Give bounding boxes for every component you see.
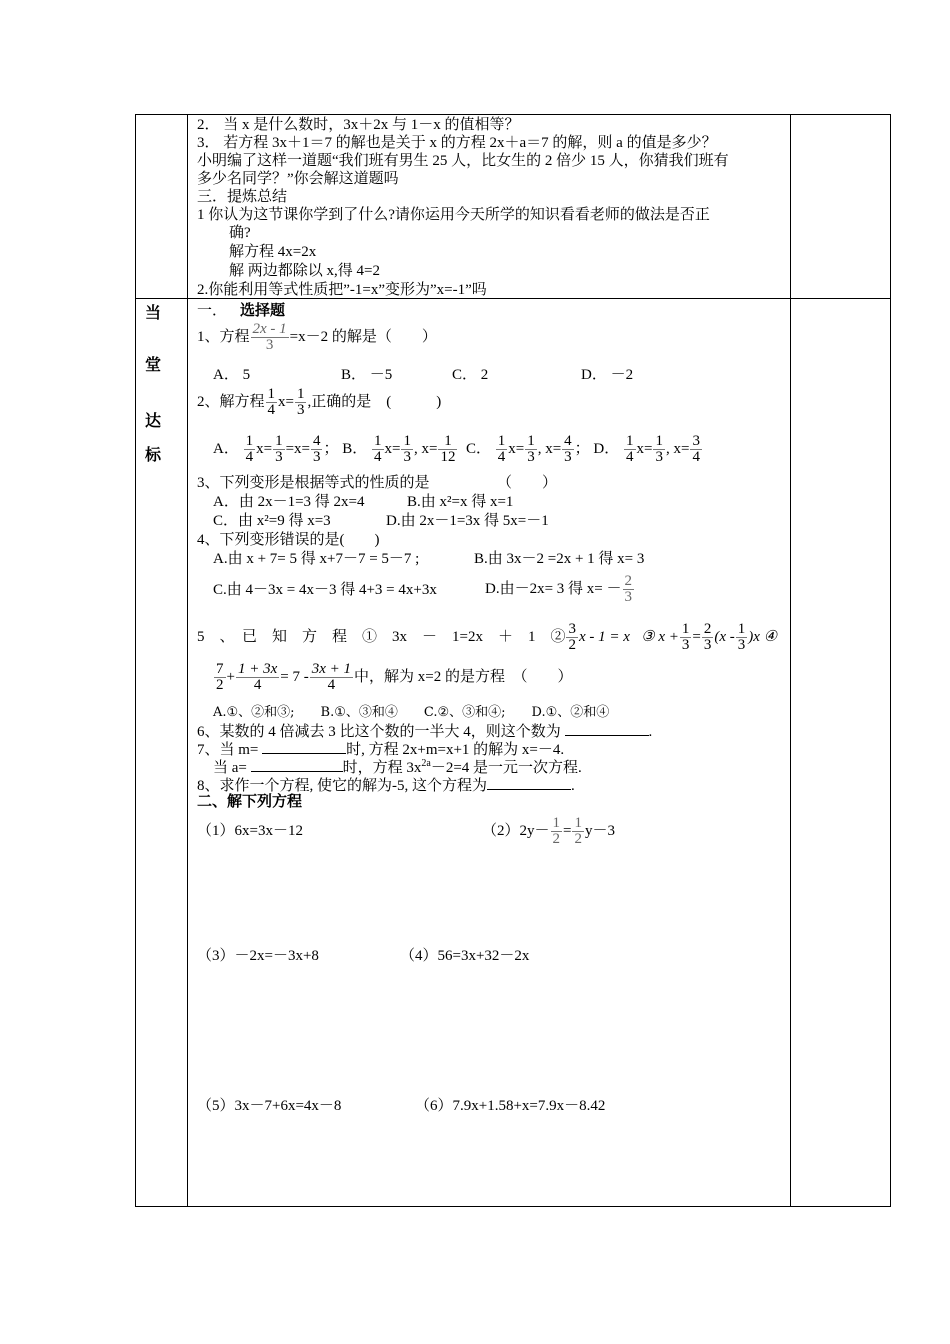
summary-1-line-a: 1 你认为这节课你学到了什么?请你运用今天所学的知识看看老师的做法是否正 bbox=[197, 207, 710, 223]
frac-den: 4 bbox=[327, 677, 336, 693]
frac-den: 4 bbox=[253, 677, 262, 693]
frac-num: 7 bbox=[216, 661, 224, 677]
q1-fraction-den: 3 bbox=[265, 337, 274, 353]
q5-part1: 5 、 已 知 方 程 ① 3x － 1=2x ＋ 1 ② bbox=[197, 628, 566, 645]
q7b-answer-blank[interactable] bbox=[251, 757, 343, 772]
equation-5: （5）3x－7+6x=4x－8 bbox=[197, 1098, 342, 1114]
q1-option-c: C． 2 bbox=[452, 367, 489, 383]
q2-opt-b-frac-2 bbox=[401, 434, 413, 465]
summary-2-text: 2.你能利用等式性质把”-1=x”变形为”x=-1”吗 bbox=[197, 282, 487, 298]
equation-2 bbox=[482, 816, 615, 847]
q3-option-c: C．由 x²=9 得 x=3 bbox=[213, 513, 331, 529]
q2-fraction-b bbox=[295, 387, 307, 418]
frac-den: 4 bbox=[692, 449, 700, 465]
q2-opt-c-end: ； bbox=[574, 440, 590, 457]
q6-text: 6、某数的 4 倍减去 3 比这个数的一半大 4，则这个数为 bbox=[197, 724, 561, 740]
e2-fraction-1 bbox=[551, 816, 563, 847]
q5-frac-6 bbox=[236, 662, 279, 693]
q2-opt-b-comma: , x= bbox=[413, 440, 438, 457]
frac-num: 2 bbox=[703, 621, 712, 637]
q2-option-b-label: B． bbox=[342, 440, 368, 457]
q7b-prefix: 当 a= bbox=[213, 760, 247, 776]
frac-den: 4 bbox=[626, 449, 634, 465]
frac-num: 1 bbox=[275, 433, 283, 449]
choice-question-4: 4、下列变形错误的是( ) bbox=[197, 532, 380, 548]
frac-num: 1 bbox=[245, 433, 254, 449]
frac-den: 3 bbox=[737, 637, 746, 653]
section-1-heading: 选择题 bbox=[240, 303, 286, 319]
q2-opt-a-eq: x= bbox=[256, 440, 273, 457]
q3-option-d: D.由 2x－1=3x 得 5x=－1 bbox=[386, 513, 549, 529]
q2-option-c-label: C． bbox=[465, 440, 491, 457]
q7a-prefix: 7、当 m= bbox=[197, 742, 259, 758]
q2-fraction-a-den: 4 bbox=[267, 402, 276, 418]
q2-opt-a-frac-2 bbox=[273, 434, 285, 465]
choice-question-5-line-1 bbox=[197, 622, 777, 653]
frac-den: 12 bbox=[440, 449, 456, 465]
q4-option-b: B.由 3x－2 =2x + 1 得 x= 3 bbox=[474, 551, 645, 567]
story-line-a: 小明编了这样一道题“我们班有男生 25 人，比女生的 2 倍少 15 人，你猜我们班有 bbox=[197, 153, 729, 169]
frac-den: 3 bbox=[403, 449, 411, 465]
frac-num: 1 bbox=[552, 815, 561, 831]
q5-part1b: x - 1 = x bbox=[578, 628, 630, 645]
section-2-heading: 二、解下列方程 bbox=[197, 794, 303, 810]
q5-part7: = 7 - bbox=[280, 668, 309, 685]
q5-part4: (x - bbox=[714, 628, 735, 645]
q1-suffix: =x－2 的解是（ ） bbox=[289, 328, 437, 345]
frac-den: 3 bbox=[564, 449, 572, 465]
frac-den: 3 bbox=[312, 449, 321, 465]
side-label-char-2: 堂 bbox=[144, 357, 161, 374]
q2-opt-c-comma: , x= bbox=[537, 440, 562, 457]
fill-question-6 bbox=[197, 721, 652, 741]
q4-option-c: C.由 4－3x = 4x－3 得 4+3 = 4x+3x bbox=[213, 582, 437, 598]
frac-den: 4 bbox=[497, 449, 506, 465]
q5-frac-3 bbox=[702, 622, 714, 653]
choice-question-2 bbox=[197, 387, 441, 418]
q2-opt-a-end: ； bbox=[323, 440, 339, 457]
q7b-exponent: 2a bbox=[421, 758, 431, 769]
frac-num: 1 bbox=[574, 815, 582, 831]
q5-frac-1 bbox=[566, 622, 578, 653]
q4-option-d bbox=[485, 574, 635, 605]
question-2-text: 2． 当 x 是什么数时，3x＋2x 与 1－x 的值相等？ bbox=[197, 117, 520, 133]
choice-question-5-line-2 bbox=[213, 662, 572, 693]
frac-den: 3 bbox=[527, 449, 535, 465]
q2-suffix: ,正确的是 ( ) bbox=[307, 393, 442, 410]
equation-6: （6）7.9x+1.58+x=7.9x－8.42 bbox=[415, 1098, 606, 1114]
q5-part5: )x ④ bbox=[748, 628, 778, 645]
q7a-suffix: 时, 方程 2x+m=x+1 的解为 x=－4. bbox=[346, 742, 565, 758]
q2-fraction-a-num: 1 bbox=[267, 386, 276, 402]
summary-heading: 三．提炼总结 bbox=[197, 189, 288, 205]
frac-num: 1 bbox=[527, 433, 535, 449]
frac-num: 3 bbox=[568, 621, 576, 637]
frac-den: 2 bbox=[216, 677, 224, 693]
e2-prefix: （2）2y－ bbox=[482, 822, 550, 839]
q2-option-d-label: D． bbox=[593, 440, 620, 457]
frac-num: 1 bbox=[497, 433, 506, 449]
frac-num: 1 bbox=[438, 434, 457, 450]
q2-opt-c-frac-2 bbox=[525, 434, 537, 465]
q4-option-a: A.由 x + 7= 5 得 x+7－7 = 5－7 ; bbox=[213, 551, 420, 567]
frac-num: 3 bbox=[692, 433, 700, 449]
q2-opt-c-frac-3 bbox=[562, 434, 574, 465]
table-col-divider-2 bbox=[790, 114, 791, 1207]
q5-part8: 中，解为 x=2 的是方程 （ ） bbox=[354, 668, 573, 685]
q2-opt-d-eq: x= bbox=[636, 440, 653, 457]
fill-question-8 bbox=[197, 775, 575, 795]
q8-text: 8、求作一个方程, 使它的解为-5, 这个方程为 bbox=[197, 778, 487, 794]
frac-den: 2 bbox=[574, 831, 582, 847]
q2-opt-d-frac-1 bbox=[624, 434, 636, 465]
q6-answer-blank[interactable] bbox=[565, 721, 649, 736]
q2-options bbox=[213, 434, 703, 465]
q1-option-b: B． －5 bbox=[341, 367, 393, 383]
section-1-number: 一． bbox=[197, 303, 228, 319]
q2-prefix: 2、解方程 bbox=[197, 393, 265, 410]
q3-option-b: B.由 x²=x 得 x=1 bbox=[407, 494, 514, 510]
q2-fraction-b-num: 1 bbox=[296, 386, 305, 402]
frac-num: 4 bbox=[312, 433, 321, 449]
frac-num: 1 bbox=[737, 621, 746, 637]
q2-fraction-a bbox=[266, 387, 278, 418]
q5-part2: ③ x + bbox=[641, 628, 679, 645]
story-line-b: 多少名同学？”你会解这道题吗 bbox=[197, 171, 399, 187]
frac-den: 3 bbox=[624, 589, 633, 605]
q7b-suffix-a: 时，方程 3x bbox=[342, 760, 422, 776]
choice-question-3: 3、下列变形是根据等式的性质的是 （ ） bbox=[197, 475, 558, 491]
frac-den: 2 bbox=[568, 637, 576, 653]
side-label-char-4: 标 bbox=[144, 447, 161, 464]
frac-den: 4 bbox=[374, 449, 382, 465]
side-label-char-3: 达 bbox=[144, 413, 161, 430]
question-3-text: 3． 若方程 3x＋1＝7 的解也是关于 x 的方程 2x＋a＝7 的解，则 a 的值是多少？ bbox=[197, 135, 717, 151]
q2-opt-d-frac-2 bbox=[653, 434, 665, 465]
q5-part6: + bbox=[226, 668, 235, 685]
frac-num: 2 bbox=[624, 573, 633, 589]
equation-3: （3）－2x=－3x+8 bbox=[197, 948, 319, 964]
e2-suffix: y－3 bbox=[584, 822, 615, 839]
q5-frac-5 bbox=[214, 662, 226, 693]
frac-den: 3 bbox=[681, 637, 690, 653]
q6-end: . bbox=[648, 724, 653, 740]
q2-opt-d-frac-3 bbox=[690, 434, 702, 465]
e2-fraction-2 bbox=[572, 816, 584, 847]
q5-part3: = bbox=[692, 628, 701, 645]
table-col-divider-1 bbox=[187, 114, 188, 1207]
q2-opt-a-frac-3 bbox=[311, 434, 323, 465]
frac-num: 4 bbox=[564, 433, 572, 449]
table-border-top bbox=[135, 114, 891, 115]
q2-opt-b-frac-1 bbox=[372, 434, 384, 465]
q2-opt-b-frac-3 bbox=[438, 434, 457, 465]
summary-1-line-d: 解 两边都除以 x,得 4=2 bbox=[229, 263, 380, 279]
q3-option-a: A．由 2x－1=3 得 2x=4 bbox=[213, 494, 365, 510]
q4-option-d-fraction bbox=[623, 574, 635, 605]
frac-den: 3 bbox=[275, 449, 283, 465]
frac-num: 1 bbox=[403, 433, 411, 449]
summary-1-line-c: 解方程 4x=2x bbox=[229, 244, 317, 260]
summary-1-line-b: 确? bbox=[229, 225, 251, 241]
equation-1: （1）6x=3x－12 bbox=[197, 823, 303, 839]
q1-fraction-num: 2x - 1 bbox=[252, 321, 287, 337]
frac-den: 4 bbox=[245, 449, 254, 465]
q2-opt-a-frac-1 bbox=[244, 434, 256, 465]
q8-answer-blank[interactable] bbox=[487, 775, 571, 790]
q2-opt-d-comma: , x= bbox=[665, 440, 690, 457]
table-border-bottom bbox=[135, 1206, 891, 1207]
q7b-suffix-b: －2=4 是一元一次方程. bbox=[430, 760, 582, 776]
q2-opt-b-eq: x= bbox=[384, 440, 401, 457]
table-border-left bbox=[135, 114, 136, 1207]
q4-option-d-prefix: D.由－2x= 3 得 x= － bbox=[485, 580, 622, 597]
q2-option-a-label: A． bbox=[213, 440, 239, 457]
q2-mid: x= bbox=[278, 393, 294, 410]
q1-option-a: A． 5 bbox=[213, 367, 251, 383]
q2-opt-c-frac-1 bbox=[496, 434, 508, 465]
side-label-char-1: 当 bbox=[144, 305, 161, 322]
q2-opt-a-eq2: =x= bbox=[285, 440, 310, 457]
frac-num: 1 bbox=[626, 433, 634, 449]
choice-question-1 bbox=[197, 322, 437, 353]
frac-num: 1 bbox=[374, 433, 382, 449]
fill-question-7b bbox=[213, 757, 582, 777]
fill-question-7a bbox=[197, 739, 564, 759]
frac-den: 2 bbox=[552, 831, 561, 847]
q1-fraction bbox=[251, 322, 289, 353]
frac-num: 1 + 3x bbox=[237, 661, 278, 677]
frac-num: 3x + 1 bbox=[311, 661, 351, 677]
q8-end: . bbox=[571, 778, 575, 794]
q2-fraction-b-den: 3 bbox=[296, 402, 305, 418]
table-border-right bbox=[890, 114, 891, 1207]
q1-option-d: D． －2 bbox=[581, 367, 634, 383]
q2-opt-c-eq: x= bbox=[508, 440, 525, 457]
q5-options: A.①、②和③; B.①、③和④ C.②、③和④; D.①、②和④ bbox=[213, 705, 610, 720]
frac-den: 3 bbox=[703, 637, 712, 653]
q7a-answer-blank[interactable] bbox=[262, 739, 346, 754]
q5-frac-7 bbox=[310, 662, 353, 693]
e2-mid: = bbox=[563, 822, 572, 839]
frac-num: 1 bbox=[681, 621, 690, 637]
q1-prefix: 1、方程 bbox=[197, 328, 250, 345]
frac-num: 1 bbox=[655, 433, 663, 449]
frac-den: 3 bbox=[655, 449, 663, 465]
q5-frac-4 bbox=[736, 622, 748, 653]
equation-4: （4）56=3x+32－2x bbox=[400, 948, 530, 964]
q5-frac-2 bbox=[680, 622, 692, 653]
